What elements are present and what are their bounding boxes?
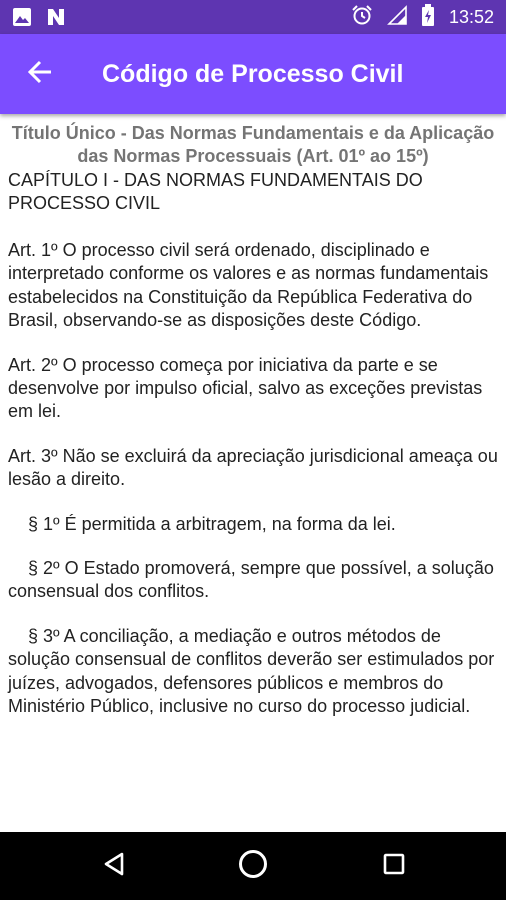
image-icon — [12, 7, 32, 32]
back-button[interactable] — [20, 54, 60, 94]
signal-icon — [387, 5, 407, 30]
alarm-icon — [351, 4, 373, 31]
n-app-icon — [46, 7, 66, 32]
nav-back-button[interactable] — [94, 846, 134, 886]
recents-square-icon — [382, 852, 406, 881]
home-circle-icon — [237, 848, 269, 885]
back-triangle-icon — [101, 851, 127, 882]
notification-icons — [12, 7, 66, 32]
nav-recents-button[interactable] — [374, 846, 414, 886]
status-time: 13:52 — [448, 6, 494, 27]
app-bar — [0, 34, 506, 114]
section-title: Título Único - Das Normas Fundamentais e da Aplicação das Normas Processuais (Art. 01º ao 15º) — [11, 123, 495, 167]
paragraph-art-2: Art. 2º O processo começa por iniciativa da parte e se desenvolve por impulso oficial, salvo as exceções previstas em lei. — [8, 354, 488, 422]
battery-icon — [421, 4, 435, 31]
paragraph-art-1: Art. 1º O processo civil será ordenado, disciplinado e interpretado conforme os valores e as normas fundamentais estabelecidos na Constituição da República Federativa do Brasil, observando-se as disposições deste Código. — [8, 240, 494, 331]
paragraph-art-3-par-2: § 2º O Estado promoverá, sempre que possível, a solução consensual dos conflitos. — [8, 558, 499, 602]
paragraph-art-3-par-3: § 3º A conciliação, a mediação e outros métodos de solução consensual de conflitos deverão ser estimulados por juízes, advogados, defensores públicos e membros do Ministério Público, inclusive no curso do processo judicial. — [8, 625, 500, 717]
chapter-heading: CAPÍTULO I - DAS NORMAS FUNDAMENTAIS DO PROCESSO CIVIL — [8, 169, 423, 214]
navigation-bar — [0, 832, 506, 900]
paragraph-art-3: Art. 3º Não se excluirá da apreciação jurisdicional ameaça ou lesão a direito. — [8, 445, 503, 490]
arrow-back-icon — [27, 59, 53, 90]
system-icons — [351, 0, 494, 34]
content-scroll[interactable] — [0, 114, 506, 757]
page-title: Código de Processo Civil — [102, 60, 404, 88]
paragraph-art-3-par-1: § 1º É permitida a arbitragem, na forma da lei. — [8, 513, 396, 534]
status-bar — [0, 0, 506, 34]
nav-home-button[interactable] — [233, 846, 273, 886]
